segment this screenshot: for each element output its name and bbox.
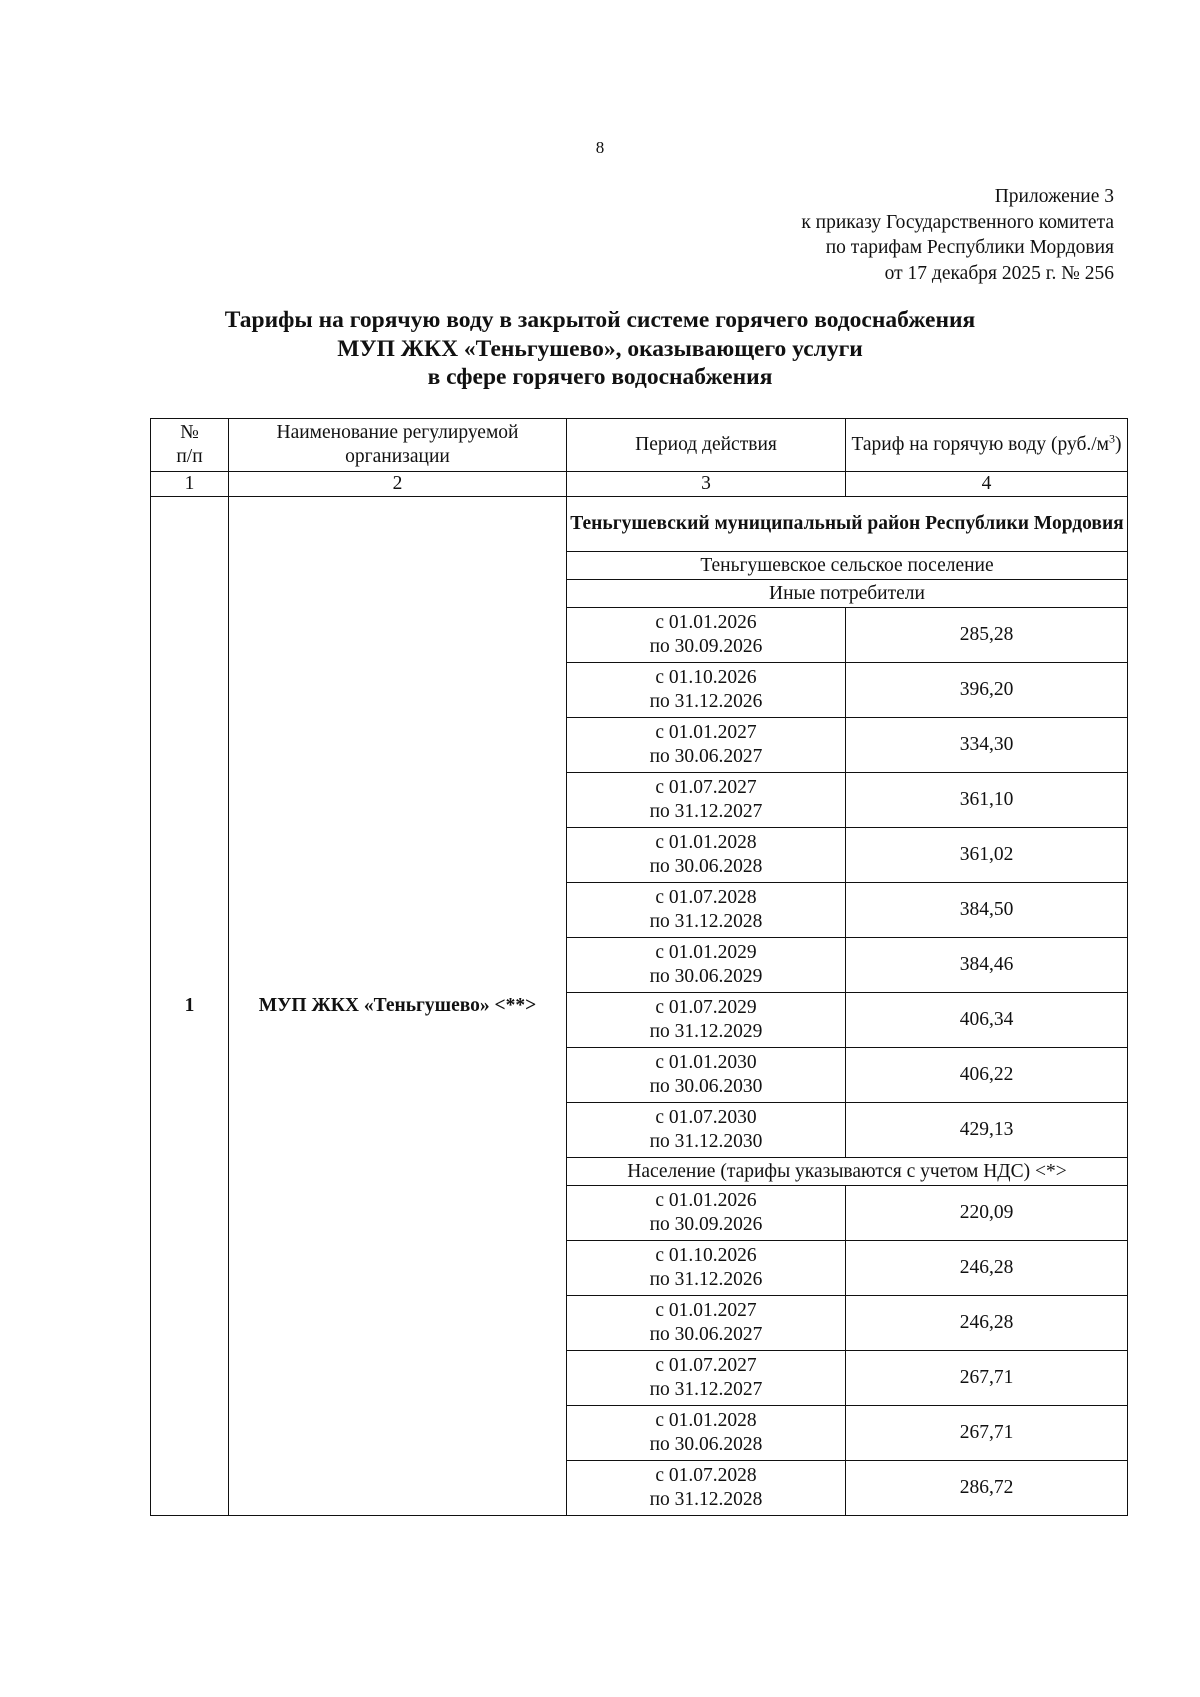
period-cell [567, 1351, 846, 1406]
period-to: по 31.12.2028 [649, 1489, 763, 1510]
period-from: с 01.10.2026 [655, 667, 757, 688]
period-from: с 01.01.2028 [655, 1410, 757, 1431]
period-from: с 01.07.2027 [655, 1355, 757, 1376]
period-cell [567, 1048, 846, 1103]
title-line: в сфере горячего водоснабжения [427, 364, 773, 390]
region-name: Теньгушевский муниципальный район Республики Мордовия [567, 497, 1128, 552]
region-row [151, 497, 1128, 552]
period-from: с 01.01.2026 [655, 1190, 757, 1211]
period-from: с 01.07.2028 [655, 887, 757, 908]
period-from: с 01.07.2027 [655, 777, 757, 798]
column-number-row [151, 472, 1128, 497]
period-to: по 30.06.2030 [649, 1076, 763, 1097]
header-organization: Наименование регулируемой организации [229, 419, 567, 472]
tariff-value: 361,02 [846, 828, 1128, 883]
tariff-value: 361,10 [846, 773, 1128, 828]
period-to: по 30.09.2026 [649, 1214, 763, 1235]
organization-name: МУП ЖКХ «Теньгушево» <**> [229, 497, 567, 1516]
tariff-value: 267,71 [846, 1406, 1128, 1461]
period-to: по 30.06.2029 [649, 966, 763, 987]
tariff-table [150, 418, 1128, 1516]
period-from: с 01.01.2029 [655, 942, 757, 963]
header-tariff-close: ) [1115, 434, 1122, 455]
period-from: с 01.07.2028 [655, 1465, 757, 1486]
tariff-value: 384,46 [846, 938, 1128, 993]
header-number [151, 419, 229, 472]
period-cell [567, 1406, 846, 1461]
tariff-value: 396,20 [846, 663, 1128, 718]
header-number-symbol: № [180, 422, 199, 443]
tariff-value: 429,13 [846, 1103, 1128, 1158]
period-to: по 31.12.2028 [649, 911, 763, 932]
period-to: по 31.12.2027 [649, 801, 763, 822]
appendix-line: к приказу Государственного комитета [801, 211, 1114, 233]
period-to: по 30.06.2028 [649, 1434, 763, 1455]
period-to: по 30.06.2027 [649, 746, 763, 767]
period-cell [567, 608, 846, 663]
header-tariff [846, 419, 1128, 472]
period-from: с 01.07.2030 [655, 1107, 757, 1128]
page-number: 8 [595, 138, 605, 157]
period-to: по 31.12.2026 [649, 691, 763, 712]
period-to: по 31.12.2029 [649, 1021, 763, 1042]
period-cell [567, 1186, 846, 1241]
column-number: 3 [567, 472, 846, 497]
tariff-value: 267,71 [846, 1351, 1128, 1406]
period-from: с 01.01.2027 [655, 1300, 757, 1321]
column-number: 4 [846, 472, 1128, 497]
column-number: 2 [229, 472, 567, 497]
period-to: по 30.06.2028 [649, 856, 763, 877]
tariff-value: 246,28 [846, 1296, 1128, 1351]
period-cell [567, 1296, 846, 1351]
tariff-value: 334,30 [846, 718, 1128, 773]
column-number: 1 [151, 472, 229, 497]
period-cell [567, 993, 846, 1048]
period-to: по 30.09.2026 [649, 636, 763, 657]
period-from: с 01.07.2029 [655, 997, 757, 1018]
period-to: по 31.12.2030 [649, 1131, 763, 1152]
title-line: МУП ЖКХ «Теньгушево», оказывающего услуги [337, 335, 863, 362]
period-cell [567, 938, 846, 993]
header-tariff-text: Тариф на горячую воду (руб./м [851, 434, 1110, 455]
period-cell [567, 663, 846, 718]
period-cell [567, 773, 846, 828]
tariff-value: 406,34 [846, 993, 1128, 1048]
period-to: по 31.12.2027 [649, 1379, 763, 1400]
tariff-value: 384,50 [846, 883, 1128, 938]
settlement-name: Теньгушевское сельское поселение [567, 552, 1128, 580]
period-from: с 01.10.2026 [655, 1245, 757, 1266]
period-cell [567, 883, 846, 938]
document-title [100, 306, 1100, 392]
period-cell [567, 1461, 846, 1516]
appendix-line: от 17 декабря 2025 г. № 256 [884, 262, 1114, 284]
period-from: с 01.01.2026 [655, 612, 757, 633]
tariff-value: 406,22 [846, 1048, 1128, 1103]
header-period: Период действия [567, 419, 846, 472]
period-to: по 31.12.2026 [649, 1269, 763, 1290]
period-cell [567, 1241, 846, 1296]
tariff-value: 286,72 [846, 1461, 1128, 1516]
period-from: с 01.01.2027 [655, 722, 757, 743]
tariff-value: 220,09 [846, 1186, 1128, 1241]
header-tariff-sup: 3 [1109, 431, 1116, 446]
consumer-group-label: Иные потребители [567, 580, 1128, 608]
tariff-value: 246,28 [846, 1241, 1128, 1296]
consumer-group-label: Население (тарифы указываются с учетом НДС) <*> [567, 1158, 1128, 1186]
appendix-reference [801, 184, 1114, 286]
period-cell [567, 718, 846, 773]
row-number: 1 [151, 497, 229, 1516]
appendix-line: по тарифам Республики Мордовия [825, 237, 1114, 258]
title-line: Тарифы на горячую воду в закрытой системе горячего водоснабжения [224, 307, 976, 333]
period-to: по 30.06.2027 [649, 1324, 763, 1345]
tariff-value: 285,28 [846, 608, 1128, 663]
period-from: с 01.01.2030 [655, 1052, 757, 1073]
period-cell [567, 828, 846, 883]
period-cell [567, 1103, 846, 1158]
header-number-label: п/п [176, 446, 203, 467]
appendix-line: Приложение 3 [994, 186, 1114, 207]
period-from: с 01.01.2028 [655, 832, 757, 853]
header-row [151, 419, 1128, 472]
